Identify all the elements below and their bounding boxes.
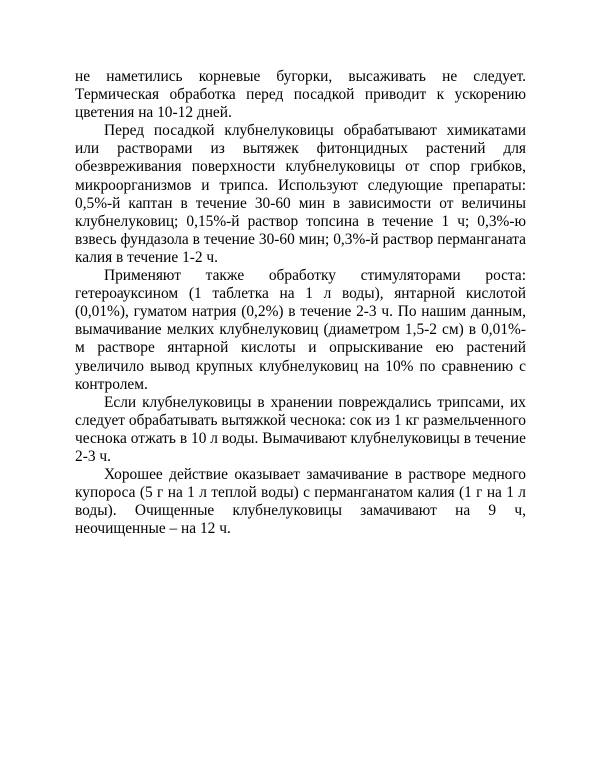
- paragraph-continuation: не наметились корневые бугорки, высаживать не следует. Термическая обработка перед посадкой приводит к ускорению цветения на 10-12 дней.: [75, 68, 526, 122]
- paragraph-growth-stimulators: Применяют также обработку стимуляторами роста: гетероауксином (1 таблетка на 1 л воды), янтарной кислотой (0,01%), гуматом натрия (0,2%) в течение 2-3 ч. По нашим данным, вымачивание мелких клубнелуковиц (диаметром 1,5-2 см) в 0,01%-м растворе янтарной кислоты и опрыскивание ею растений увеличило вывод крупных клубнелуковиц на 10% по сравнению с контролем.: [75, 267, 526, 393]
- paragraph-garlic-extract: Если клубнелуковицы в хранении повреждались трипсами, их следует обрабатывать вытяжкой чеснока: сок из 1 кг размельченного чеснока отжать в 10 л воды. Вымачивают клубнелуковицы в течение 2-3 ч.: [75, 393, 526, 465]
- paragraph-pre-planting-treatment: Перед посадкой клубнелуковицы обрабатывают химикатами или растворами из вытяжек фитонцидных растений для обезвреживания поверхности клубнелуковицы от спор грибков, микроорганизмов и трипса. Используют следующие препараты: 0,5%-й каптан в течение 30-60 мин в зависимости от величины клубнелуковиц; 0,15%-й раствор топсина в течение 1 ч; 0,3%-ю взвесь фундазола в течение 30-60 мин; 0,3%-й раствор перманганата калия в течение 1-2 ч.: [75, 122, 526, 266]
- paragraph-copper-sulfate-soak: Хорошее действие оказывает замачивание в растворе медного купороса (5 г на 1 л теплой воды) с перманганатом калия (1 г на 1 л воды). Очищенные клубнелуковицы замачивают на 9 ч, неочищенные – на 12 ч.: [75, 466, 526, 538]
- document-page: [75, 68, 526, 538]
